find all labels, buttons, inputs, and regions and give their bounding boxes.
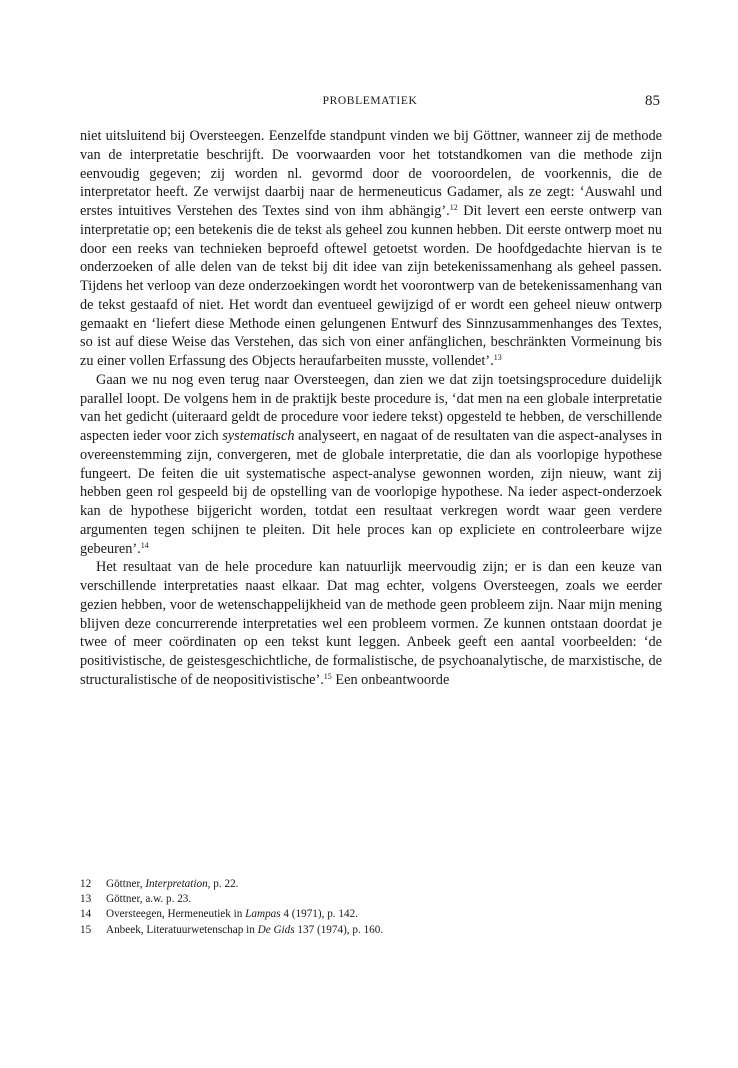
footnote	[80, 923, 662, 938]
footnote-number: 13	[80, 893, 92, 906]
footnotes	[80, 877, 662, 938]
footnote-text: Oversteegen, Hermeneutiek in Lampas 4 (1971), p. 142.	[106, 908, 358, 921]
footnote-ref: 14	[140, 540, 149, 550]
body-text	[80, 127, 662, 690]
footnote-text: Anbeek, Literatuurwetenschap in De Gids 137 (1974), p. 160.	[106, 923, 384, 936]
paragraph: Het resultaat van de hele procedure kan natuurlijk meervoudig zijn; er is dan een keuze van verschillende interpretaties naast elkaar. Dat mag echter, volgens Oversteegen, zoals we eerder gezien hebben, voor de wetenschappelijkheid van de methode geen probleem zijn. Naar mijn mening blijven deze concurrerende interpretaties wel een probleem vormen. Ze kunnen ontstaan doordat je twee of meer coördinaten op een tekst kunt leggen. Anbeek geeft een aantal voorbeelden: ‘de positivistische, de geistesgeschichtliche, de formalistische, de psychoanalytische, de marxistische, de structuralistische of de neopositivistische’.$^{15}$ Een onbeantwoorde	[80, 559, 662, 688]
footnote-ref: 12	[449, 203, 458, 212]
emphasis: systematisch	[222, 428, 295, 444]
footnote-number: 14	[80, 908, 92, 921]
emphasis: Interpretation,	[145, 878, 211, 890]
footnote-text: Göttner, Interpretation, p. 22.	[106, 878, 239, 890]
footnote-ref: 15	[323, 671, 332, 681]
running-title: PROBLEMATIEK	[322, 95, 418, 107]
footnote-number: 12	[80, 878, 92, 890]
footnote	[80, 907, 662, 922]
footnote	[80, 892, 662, 907]
footnote	[80, 877, 662, 892]
footnote-number: 15	[80, 923, 92, 936]
footnote-text: Göttner, a.w. p. 23.	[106, 893, 192, 906]
paragraph: Gaan we nu nog even terug naar Oversteegen, dan zien we dat zijn toetsingsprocedure duidelijk parallel loopt. De volgens hem in de praktijk beste procedure is, ‘dat men na een globale interpretatie van het gedicht (uiteraard geldt de procedure voor iedere tekst) opgesteld te hebben, de verschillende aspecten ieder voor zich systematisch analyseert, en nagaat of de resultaten van die aspect-analyses in overeenstemming zijn, convergeren, met de globale interpretatie, die dan als voorlopige hypothese fungeert. De feiten die uit systematische aspect-analyse gewonnen worden, zijn nieuw, want zij hebben geen rol gespeeld bij de opstelling van de voorlopige hypothese. Na ieder aspect-onderzoek kan de hypothese bijgericht worden, totdat een resultaat verkregen wordt waar geen verdere argumenten tegen schijnen te pleiten. Dit hele proces kan op expliciete en controleerbare wijze gebeuren’.$^{14}$	[80, 371, 662, 557]
page-number: 85	[645, 93, 660, 109]
footnote-ref: 13	[493, 353, 502, 362]
emphasis: De Gids	[257, 923, 295, 936]
paragraph: niet uitsluitend bij Oversteegen. Eenzelfde standpunt vinden we bij Göttner, wanneer zij de methode van de interpretatie beschrijft. De voorwaarden voor het totstandkomen van die methode zijn eenvoudig gegeven; zij worden nl. gevormd door de vooroordelen, de voorkennis, die de interpretator heeft. Ze verwijst daarbij naar de hermeneuticus Gadamer, als ze zegt: ‘Auswahl und erstes intuitives Verstehen des Textes sind von ihm abhängig’.$^{12}$ Dit levert een eerste ontwerp van interpretatie op; een betekenis die de tekst als geheel zou kunnen hebben. Dit eerste ontwerp moet nu door een reeks van technieken beproefd oftewel getoetst worden. De hoofdgedachte hiervan is te onderzoeken of alle delen van de tekst bij dit idee van zijn betekenissamenhang als geheel passen. Tijdens het verloop van deze onderzoekingen wordt het voorontwerp van de betekenissamenhang van de tekst gestaafd of niet. Het wordt dan eventueel gewijzigd of er wordt een geheel nieuw ontwerp gemaakt en ‘liefert diese Methode einen gelungenen Entwurf des Sinnzusammenhanges des Textes, so ist auf diese Weise das Verstehen, das sich von einer anfänglichen, beschränkten Vormeinung bis zu einer vollen Erfassung des Objects heraufarbeiten musste, vollendet’.$^{13}$	[80, 128, 662, 369]
running-head	[80, 93, 660, 113]
emphasis: Lampas	[245, 908, 281, 921]
